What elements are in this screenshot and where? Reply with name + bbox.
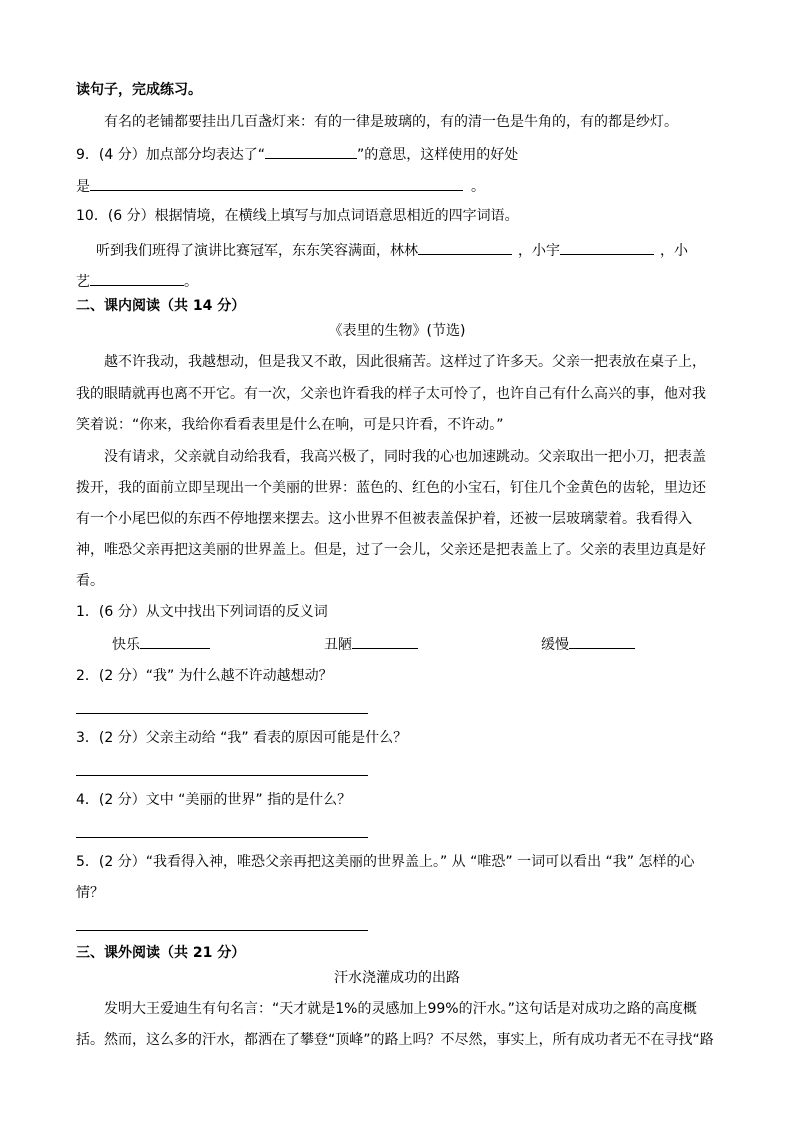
q10-blank-xiaoyi[interactable] — [90, 271, 184, 286]
q10-text-e: 。 — [184, 274, 198, 290]
q3-answer-line[interactable] — [76, 775, 368, 776]
section-2-title: 《表里的生物》(节选) — [328, 323, 466, 339]
q1-word-label: 丑陋 — [324, 637, 352, 653]
q10-text-d: 艺 — [76, 274, 90, 290]
question-5-line2: 情？ — [76, 885, 104, 901]
section-2-para1-line3: 笑着说：“你来，我给你看看表里是什么在响，可是只许看，不许动。” — [76, 417, 504, 433]
q9-blank-meaning[interactable] — [265, 144, 357, 159]
section-2-heading: 二、课内阅读（共 14 分） — [76, 298, 246, 314]
q10-text-a: 听到我们班得了演讲比赛冠军，东东笑容满面，林林 — [96, 243, 418, 259]
question-3: 3．(2 分）父亲主动给 “我” 看表的原因可能是什么？ — [76, 730, 408, 746]
question-2: 2．(2 分）“我” 为什么越不许动越想动？ — [76, 668, 333, 684]
sentence: 有名的老铺都要挂出几百盏灯来：有的一律是玻璃的，有的清一色是牛角的，有的都是纱灯。 — [104, 114, 678, 130]
q9-text-c: 是 — [76, 179, 90, 195]
section-3-heading: 三、课外阅读（共 21 分） — [76, 945, 246, 961]
q2-answer-line[interactable] — [76, 713, 368, 714]
section-2-para2-line1: 没有请求，父亲就自动给我看，我高兴极了，同时我的心也加速跳动。父亲取出一把小刀，把表盖 — [104, 449, 706, 465]
question-9-line2 — [76, 176, 485, 197]
section-2-para2-line3: 有一个小尾巴似的东西不停地摆来摆去。这小世界不但被表盖保护着，还被一层玻璃蒙着。我看得入 — [76, 511, 692, 527]
question-5-line1: 5．(2 分）“我看得入神，唯恐父亲再把这美丽的世界盖上。” 从 “唯恐” 一词可以看出 “我” 怎样的心 — [76, 854, 695, 870]
q1-word-label: 缓慢 — [541, 637, 569, 653]
section-2-para2-line5: 看。 — [76, 573, 104, 589]
q1-blank-3[interactable] — [569, 634, 635, 649]
question-10-line2 — [76, 271, 198, 292]
question-9-line1 — [76, 144, 518, 165]
section-2-para2-line2: 拨开，我的面前立即呈现出一个美丽的世界：蓝色的、红色的小宝石，钉住几个金黄色的齿轮，里边还 — [76, 480, 706, 496]
section-2-para1-line1: 越不许我动，我越想动，但是我又不敢，因此很痛苦。这样过了许多天。父亲一把表放在桌子上， — [104, 354, 706, 370]
q10-text-c: ，小 — [660, 243, 688, 259]
question-1: 1．(6 分）从文中找出下列词语的反义词 — [76, 604, 328, 620]
section-3-para1-line2: 括。然而，这么多的汗水，都洒在了攀登“顶峰”的路上吗？不尽然，事实上，所有成功者无不在寻找“路 — [76, 1032, 714, 1048]
q1-blank-2[interactable] — [352, 634, 418, 649]
q9-text-a: 9．(4 分）加点部分均表达了“ — [76, 147, 265, 163]
q10-blank-xiaoyu[interactable] — [560, 240, 654, 255]
section-3-para1-line1: 发明大王爱迪生有句名言：“天才就是1%的灵感加上99%的汗水。”这句话是对成功之路的高度概 — [104, 1001, 697, 1017]
q1-blank-1[interactable] — [140, 634, 210, 649]
section-3-title: 汗水浇灌成功的出路 — [334, 970, 460, 986]
question-10: 10．(6 分）根据情境，在横线上填写与加点词语意思相近的四字词语。 — [76, 208, 519, 224]
q9-text-b: ”的意思，这样使用的好处 — [356, 147, 519, 163]
question-4: 4．(2 分）文中 “美丽的世界” 指的是什么？ — [76, 792, 352, 808]
question-1-word-3 — [541, 634, 635, 655]
question-1-word-2 — [324, 634, 418, 655]
section-2-para1-line2: 我的眼睛就再也离不开它。有一次，父亲也许看我的样子太可怜了，也许自己有什么高兴的事，他对我 — [76, 386, 706, 402]
q1-word-label: 快乐 — [112, 637, 140, 653]
q4-answer-line[interactable] — [76, 837, 368, 838]
q10-blank-linlin[interactable] — [418, 240, 512, 255]
question-10-line1 — [96, 240, 688, 261]
q9-text-d: 。 — [471, 179, 485, 195]
instruction: 读句子，完成练习。 — [76, 82, 202, 98]
q9-blank-benefit[interactable] — [90, 176, 463, 191]
q10-text-b: ，小宇 — [518, 243, 560, 259]
question-1-word-1 — [112, 634, 210, 655]
section-2-para2-line4: 神，唯恐父亲再把这美丽的世界盖上。但是，过了一会儿，父亲还是把表盖上了。父亲的表里边真是好 — [76, 542, 706, 558]
q5-answer-line[interactable] — [76, 930, 368, 931]
